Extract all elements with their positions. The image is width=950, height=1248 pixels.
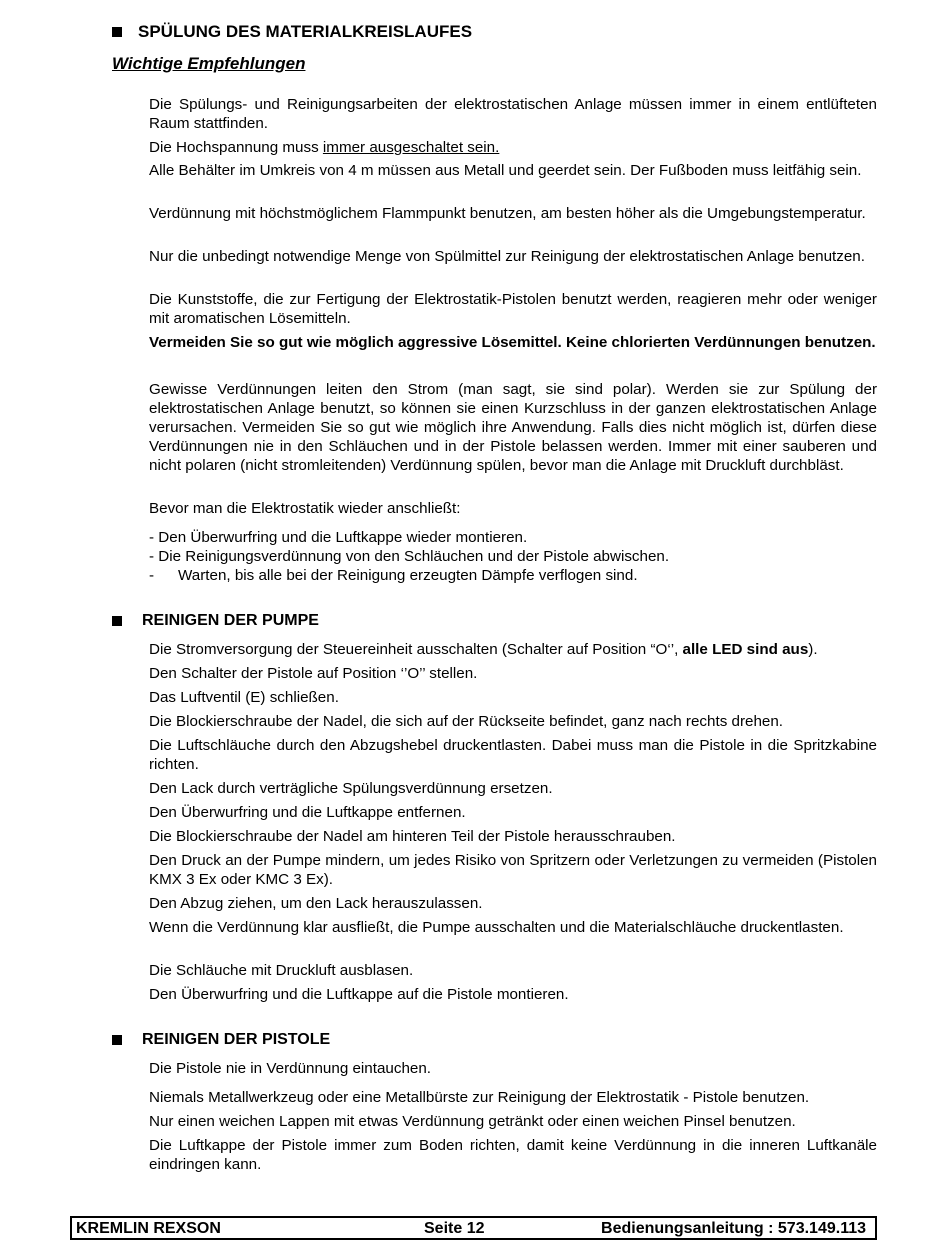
footer-page-number: Seite 12 [424,1220,485,1237]
paragraph: Den Schalter der Pistole auf Position ‘’O’’ stellen. [149,665,478,682]
square-bullet-icon [112,1035,122,1045]
paragraph: Verdünnung mit höchstmöglichem Flammpunkt benutzen, am besten höher als die Umgebungstemperatur. [149,205,866,222]
list-item: - Die Reinigungsverdünnung von den Schläuchen und der Pistole abwischen. [149,548,670,565]
list-item: - Warten, bis alle bei der Reinigung erzeugten Dämpfe verflogen sind. [149,567,638,584]
paragraph: Die Pistole nie in Verdünnung eintauchen. [149,1060,432,1077]
footer-company: KREMLIN REXSON [76,1220,221,1237]
paragraph: Die Spülungs- und Reinigungsarbeiten der elektrostatischen Anlage müssen immer in einem entlüfteten Raum stattfinden. [149,96,877,132]
paragraph: Die Blockierschraube der Nadel, die sich auf der Rückseite befindet, ganz nach rechts drehen. [149,713,784,730]
list-item: - Den Überwurfring und die Luftkappe wieder montieren. [149,529,528,546]
paragraph: Die Kunststoffe, die zur Fertigung der Elektrostatik-Pistolen benutzt werden, reagieren mehr oder weniger mit aromatischen Lösemitteln. [149,291,877,327]
paragraph: Den Druck an der Pumpe mindern, um jedes Risiko von Spritzern oder Verletzungen zu vermeiden (Pistolen KMX 3 Ex oder KMC 3 Ex). [149,852,877,888]
paragraph: Gewisse Verdünnungen leiten den Strom (man sagt, sie sind polar). Werden sie zur Spülung der elektrostatischen Anlage benutzt, so können sie einen Kurzschluss in der ganzen elektrostatischen Anlage verursachen. Vermeiden Sie so gut wie möglich ihre Anwendung. Falls dies nicht möglich ist, dürfen diese Verdünnungen nie in den Schläuchen und in der Pistole belassen werden. Immer mit einer sauberen und nicht polaren (nicht stromleitenden) Verdünnung spülen, bevor man die Anlage mit Druckluft durchbläst. [149,381,877,474]
paragraph: Den Überwurfring und die Luftkappe auf die Pistole montieren. [149,986,569,1003]
section-title: REINIGEN DER PUMPE [142,612,319,629]
bold-text: alle LED sind aus [682,641,809,658]
underlined-text: immer ausgeschaltet sein. [322,139,500,156]
paragraph: Den Lack durch verträgliche Spülungsverdünnung ersetzen. [149,780,553,797]
section-title: SPÜLUNG DES MATERIALKREISLAUFES [138,22,473,41]
section-heading-flushing [112,22,472,42]
paragraph: Die Luftkappe der Pistole immer zum Boden richten, damit keine Verdünnung in die inneren Luftkanäle eindringen kann. [149,1137,877,1173]
paragraph: Die Schläuche mit Druckluft ausblasen. [149,962,414,979]
subtitle-recommendations: Wichtige Empfehlungen [112,54,306,73]
footer-manual-number: Bedienungsanleitung : 573.149.113 [601,1220,866,1237]
paragraph: Alle Behälter im Umkreis von 4 m müssen aus Metall und geerdet sein. Der Fußboden muss leitfähig sein. [149,162,862,179]
paragraph: Bevor man die Elektrostatik wieder anschließt: [149,500,461,517]
section-title: REINIGEN DER PISTOLE [142,1031,331,1048]
warning-paragraph: Vermeiden Sie so gut wie möglich aggressive Lösemittel. Keine chlorierten Verdünnungen benutzen. [149,334,876,351]
paragraph: Nur die unbedingt notwendige Menge von Spülmittel zur Reinigung der elektrostatischen Anlage benutzen. [149,248,865,265]
paragraph-power-off: Die Stromversorgung der Steuereinheit ausschalten (Schalter auf Position “O‘’, alle LED sind aus). [149,641,818,658]
paragraph: Das Luftventil (E) schließen. [149,689,339,706]
square-bullet-icon [112,27,122,37]
paragraph: Wenn die Verdünnung klar ausfließt, die Pumpe ausschalten und die Materialschläuche druckentlasten. [149,919,844,936]
paragraph: Niemals Metallwerkzeug oder eine Metallbürste zur Reinigung der Elektrostatik - Pistole benutzen. [149,1089,810,1106]
paragraph: Die Luftschläuche durch den Abzugshebel druckentlasten. Dabei muss man die Pistole in die Spritzkabine richten. [149,737,877,773]
square-bullet-icon [112,616,122,626]
paragraph: Nur einen weichen Lappen mit etwas Verdünnung getränkt oder einen weichen Pinsel benutzen. [149,1113,796,1130]
page-footer [70,1216,877,1240]
paragraph: Den Abzug ziehen, um den Lack herauszulassen. [149,895,483,912]
section-heading-gun [112,1030,330,1050]
section-heading-pump [112,611,319,631]
paragraph-high-voltage: Die Hochspannung muss immer ausgeschaltet sein. [149,139,500,156]
paragraph: Den Überwurfring und die Luftkappe entfernen. [149,804,466,821]
paragraph: Die Blockierschraube der Nadel am hinteren Teil der Pistole herausschrauben. [149,828,676,845]
